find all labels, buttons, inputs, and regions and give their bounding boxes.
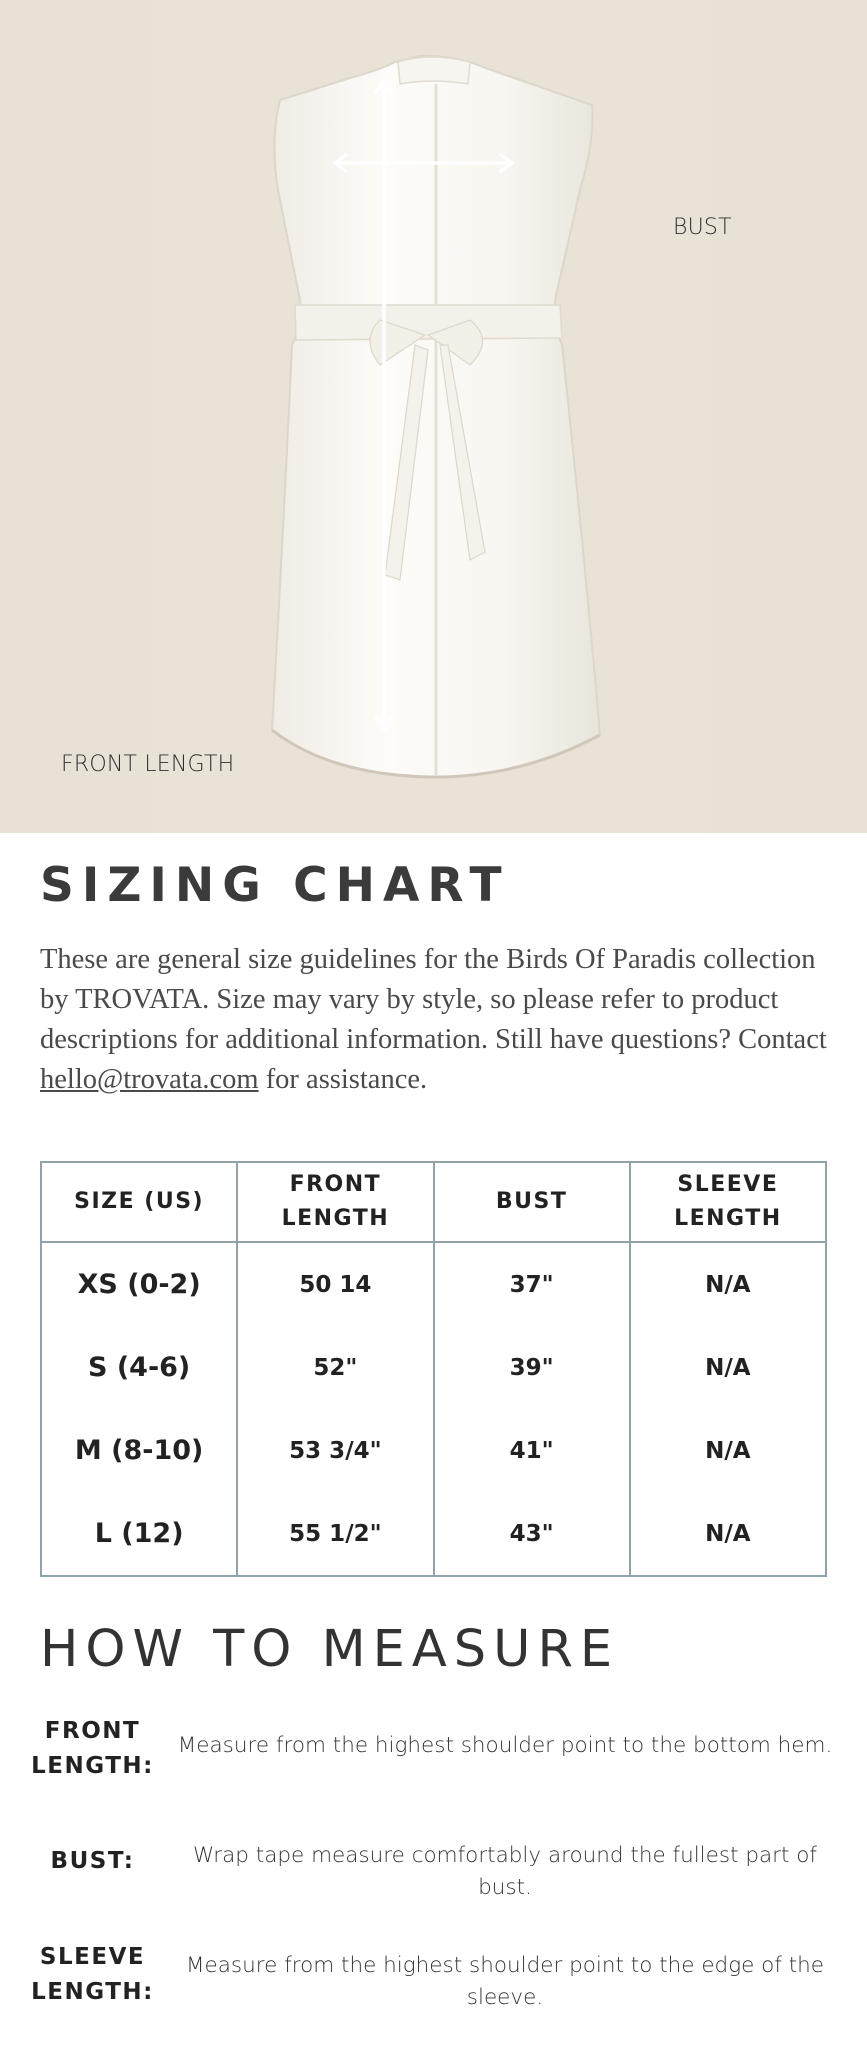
dress-illustration xyxy=(0,0,867,833)
measure-desc: Measure from the highest shoulder point to the edge of the sleeve. xyxy=(185,1953,825,2010)
cell-sleeve-length: N/A xyxy=(630,1492,826,1576)
measure-item-front-length xyxy=(30,1710,840,1790)
cell-bust: 39" xyxy=(434,1326,630,1409)
cell-sleeve-length: N/A xyxy=(630,1326,826,1409)
cell-bust: 41" xyxy=(434,1409,630,1492)
how-to-measure-title: HOW TO MEASURE xyxy=(40,1620,620,1679)
measure-desc: Wrap tape measure comfortably around the fullest part of bust. xyxy=(192,1843,817,1900)
measure-item-sleeve-length xyxy=(30,1940,840,2020)
cell-bust: 37" xyxy=(434,1242,630,1326)
cell-size: S (4-6) xyxy=(41,1326,237,1409)
intro-suffix: for assistance. xyxy=(258,1064,428,1095)
cell-bust: 43" xyxy=(434,1492,630,1576)
cell-size: M (8-10) xyxy=(41,1409,237,1492)
table-row xyxy=(41,1492,826,1576)
table-row xyxy=(41,1242,826,1326)
front-length-label: FRONT LENGTH xyxy=(61,752,235,777)
cell-front-length: 52" xyxy=(237,1326,433,1409)
table-row xyxy=(41,1409,826,1492)
measure-item-bust xyxy=(30,1840,840,1920)
size-table-header xyxy=(41,1162,826,1242)
table-row xyxy=(41,1326,826,1409)
cell-front-length: 53 3/4" xyxy=(237,1409,433,1492)
cell-size: XS (0-2) xyxy=(41,1242,237,1326)
sizing-intro xyxy=(40,940,840,1100)
cell-size: L (12) xyxy=(41,1492,237,1576)
cell-sleeve-length: N/A xyxy=(630,1242,826,1326)
size-table xyxy=(40,1161,827,1577)
header-bust: BUST xyxy=(434,1162,630,1242)
header-sleeve-length: SLEEVE LENGTH xyxy=(630,1162,826,1242)
intro-text: These are general size guidelines for the Birds Of Paradis collection by TROVATA. Size may vary by style, so please refer to product descriptions for additional information. Still have questions? Contact xyxy=(40,944,827,1055)
sizing-chart-title: SIZING CHART xyxy=(40,858,510,913)
cell-front-length: 50 14 xyxy=(237,1242,433,1326)
bust-label: BUST xyxy=(673,215,732,240)
measure-desc: Measure from the highest shoulder point to the bottom hem. xyxy=(177,1733,833,1758)
measure-key: BUST: xyxy=(50,1848,135,1874)
header-front-length: FRONT LENGTH xyxy=(237,1162,433,1242)
contact-email-link[interactable]: hello@trovata.com xyxy=(40,1064,259,1095)
cell-sleeve-length: N/A xyxy=(630,1409,826,1492)
measure-key: FRONT LENGTH: xyxy=(31,1718,154,1779)
measure-key: SLEEVE LENGTH: xyxy=(31,1944,154,2005)
cell-front-length: 55 1/2" xyxy=(237,1492,433,1576)
dress-measurement-image xyxy=(0,0,867,833)
header-size: SIZE (US) xyxy=(41,1162,237,1242)
